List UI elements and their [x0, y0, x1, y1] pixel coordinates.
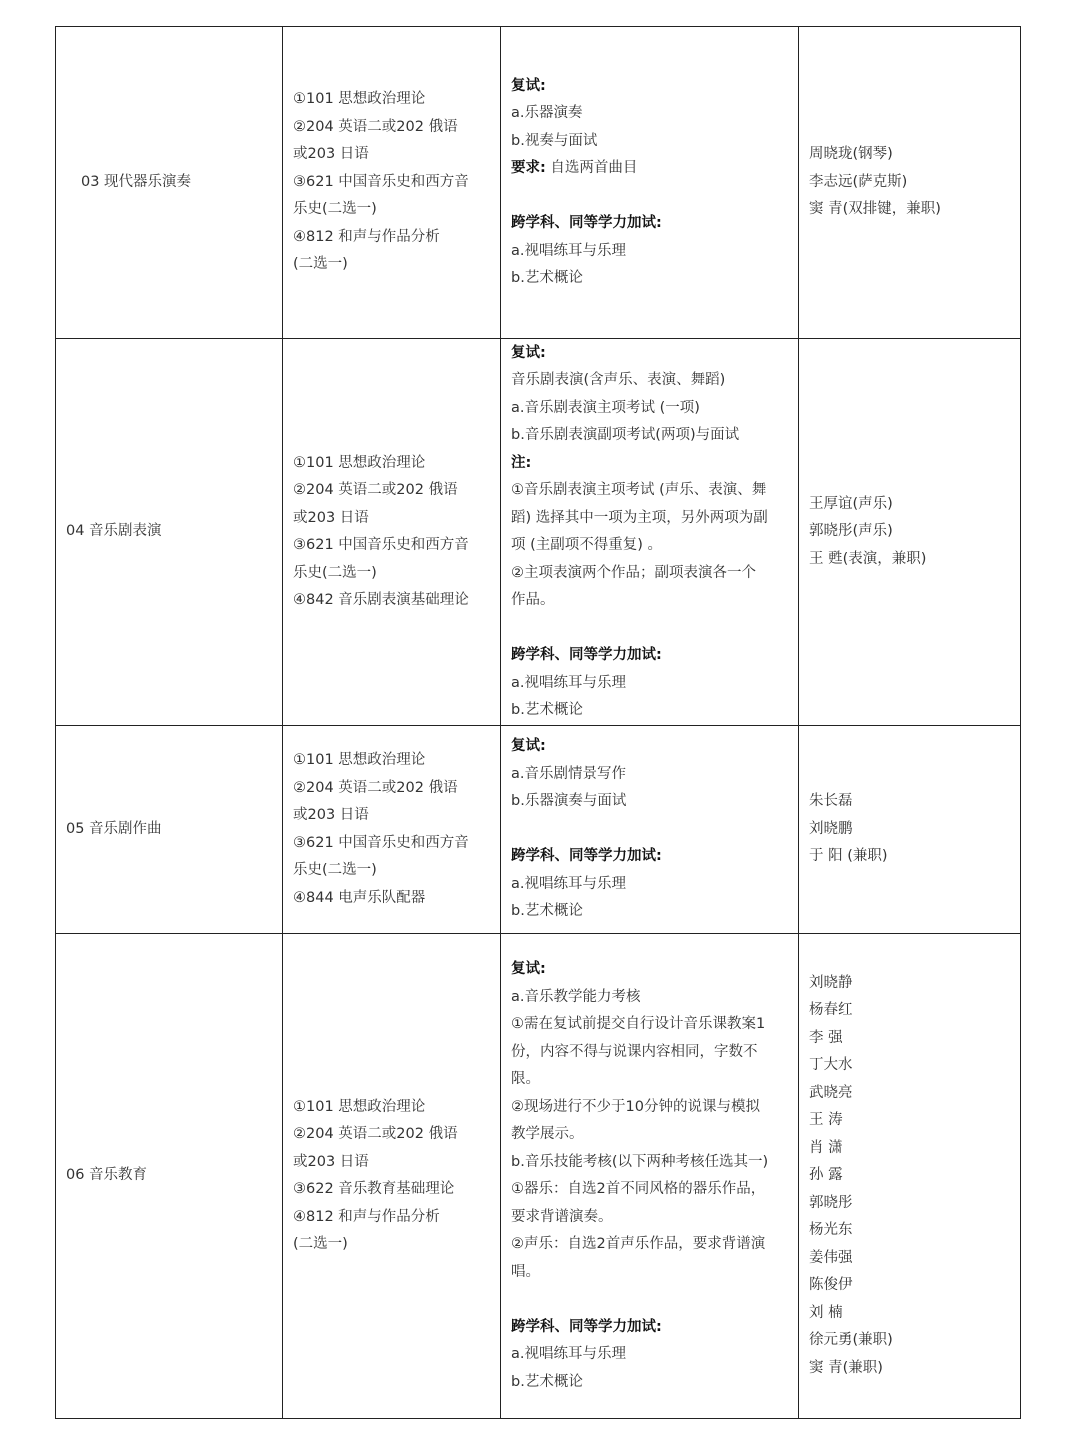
supervisor: 肖 潇 [809, 1139, 843, 1156]
supervisor: 窦 青(兼职) [809, 1359, 883, 1376]
table-row [56, 726, 1021, 934]
retest-item: ②现场进行不少于10分钟的说课与模拟 [511, 1098, 760, 1115]
extra-exam-item: b.艺术概论 [511, 1373, 583, 1390]
extra-exam-heading: 跨学科、同等学力加试: [511, 215, 662, 231]
exam-subject: (二选一) [293, 256, 348, 273]
exam-subject: 乐史(二选一) [293, 201, 377, 218]
exam-subject: ②204 英语二或202 俄语 [293, 118, 458, 135]
retest-heading: 复试: [511, 738, 546, 755]
exam-subject: (二选一) [293, 1236, 348, 1252]
exam-subject: 乐史(二选一) [293, 564, 377, 581]
supervisor: 窦 青(双排键，兼职) [809, 201, 941, 218]
extra-exam-item: a.视唱练耳与乐理 [511, 875, 626, 892]
retest-item: a.音乐教学能力考核 [511, 988, 641, 1005]
retest-item: 限。 [511, 1071, 540, 1087]
supervisor: 郭晓彤 [809, 1194, 853, 1211]
supervisor: 刘 楠 [809, 1304, 843, 1321]
supervisor: 刘晓静 [809, 974, 853, 991]
table-row [56, 339, 1021, 726]
requirement-line [511, 155, 788, 183]
supervisor: 徐元勇(兼职) [809, 1332, 893, 1349]
retest-item: ①需在复试前提交自行设计音乐课教案1 [511, 1016, 766, 1032]
exam-subjects-cell [283, 339, 501, 726]
supervisor: 姜伟强 [809, 1249, 853, 1266]
research-direction-cell [56, 339, 283, 726]
exam-subject: ④812 和声与作品分析 [293, 1208, 440, 1225]
research-direction-cell [56, 726, 283, 934]
retest-item: ①器乐：自选2首不同风格的器乐作品， [511, 1181, 766, 1197]
supervisor: 武晓亮 [809, 1084, 853, 1101]
exam-subject: ①101 思想政治理论 [293, 1098, 426, 1115]
supervisor: 刘晓鹏 [809, 820, 853, 837]
supervisor: 王 涛 [809, 1112, 843, 1129]
supervisor: 李志远(萨克斯) [809, 173, 908, 190]
exam-subject: ③621 中国音乐史和西方音 [293, 537, 469, 553]
exam-subject: ②204 英语二或202 俄语 [293, 482, 458, 498]
exam-subject: ③622 音乐教育基础理论 [293, 1181, 455, 1197]
extra-exam-item: a.视唱练耳与乐理 [511, 242, 626, 259]
supervisor: 杨光东 [809, 1222, 853, 1239]
note-line: 蹈) 选择其中一项为主项，另外两项为副 [511, 509, 768, 526]
supervisor: 王厚谊(声乐) [809, 495, 893, 512]
exam-subject: 或203 日语 [293, 509, 369, 526]
note-line: ②主项表演两个作品；副项表演各一个 [511, 564, 756, 581]
retest-item: 要求背谱演奏。 [511, 1208, 613, 1225]
supervisor: 丁大水 [809, 1057, 853, 1074]
extra-exam-heading: 跨学科、同等学力加试: [511, 647, 662, 663]
research-direction-cell [56, 27, 283, 339]
retest-cell [501, 934, 799, 1419]
exam-subjects-cell [283, 726, 501, 934]
supervisor: 孙 露 [809, 1167, 843, 1184]
extra-exam-item: b.艺术概论 [511, 270, 583, 286]
supervisor: 李 强 [809, 1029, 843, 1046]
retest-item: ②声乐：自选2首声乐作品，要求背谱演 [511, 1236, 766, 1252]
extra-exam-item: b.艺术概论 [511, 702, 583, 718]
retest-item: 份，内容不得与说课内容相同，字数不 [511, 1043, 758, 1060]
requirement-label: 要求: [511, 160, 546, 176]
retest-cell [501, 339, 799, 726]
table-row [56, 27, 1021, 339]
retest-item: 唱。 [511, 1263, 540, 1280]
extra-exam-item: b.艺术概论 [511, 903, 583, 920]
supervisors-cell [799, 726, 1021, 934]
supervisor: 于 阳 (兼职) [809, 848, 888, 865]
retest-item: b.乐器演奏与面试 [511, 793, 627, 810]
extra-exam-heading: 跨学科、同等学力加试: [511, 1318, 662, 1335]
retest-heading: 复试: [511, 77, 546, 94]
retest-cell [501, 726, 799, 934]
research-direction: 05 音乐剧作曲 [66, 820, 162, 837]
exam-subject: ③621 中国音乐史和西方音 [293, 173, 469, 190]
exam-subject: ①101 思想政治理论 [293, 454, 426, 471]
note-line: ①音乐剧表演主项考试 (声乐、表演、舞 [511, 482, 767, 498]
exam-subject: ④812 和声与作品分析 [293, 228, 440, 245]
supervisor: 郭晓彤(声乐) [809, 523, 893, 540]
retest-item: b.音乐剧表演副项考试(两项)与面试 [511, 427, 740, 443]
extra-exam-heading: 跨学科、同等学力加试: [511, 848, 662, 865]
exam-subjects-cell [283, 934, 501, 1419]
retest-item: a.音乐剧表演主项考试 (一项) [511, 399, 700, 416]
exam-subject: ④844 电声乐队配器 [293, 889, 426, 906]
exam-subject: ①101 思想政治理论 [293, 752, 426, 768]
exam-subject: ②204 英语二或202 俄语 [293, 779, 458, 796]
extra-exam-item: a.视唱练耳与乐理 [511, 1346, 626, 1362]
exam-subject: ④842 音乐剧表演基础理论 [293, 592, 469, 608]
exam-subject: 乐史(二选一) [293, 862, 377, 878]
note-line: 项 (主副项不得重复) 。 [511, 537, 663, 553]
supervisors-cell [799, 27, 1021, 339]
exam-subject: 或203 日语 [293, 1153, 369, 1170]
research-direction-cell [56, 934, 283, 1419]
retest-item: a.音乐剧情景写作 [511, 765, 626, 782]
extra-exam-item: a.视唱练耳与乐理 [511, 674, 626, 691]
admission-table [55, 26, 1021, 1419]
table-row [56, 934, 1021, 1419]
supervisor: 朱长磊 [809, 793, 853, 810]
exam-subject: 或203 日语 [293, 807, 369, 823]
retest-cell [501, 27, 799, 339]
exam-subject: ③621 中国音乐史和西方音 [293, 834, 469, 851]
requirement-text: 自选两首曲目 [550, 160, 638, 176]
retest-item: b.视奏与面试 [511, 132, 598, 149]
exam-subject: ①101 思想政治理论 [293, 91, 426, 108]
note-line: 作品。 [511, 592, 555, 608]
retest-item: a.乐器演奏 [511, 105, 583, 121]
supervisor: 陈俊伊 [809, 1277, 853, 1294]
supervisor: 王 甦(表演，兼职) [809, 550, 927, 567]
retest-item: b.音乐技能考核(以下两种考核任选其一) [511, 1153, 769, 1170]
exam-subject: ②204 英语二或202 俄语 [293, 1126, 458, 1142]
research-direction: 06 音乐教育 [66, 1167, 148, 1184]
retest-heading: 复试: [511, 344, 546, 361]
exam-subjects-cell [283, 27, 501, 339]
supervisor: 杨春红 [809, 1002, 853, 1019]
retest-item: 教学展示。 [511, 1126, 584, 1142]
supervisors-cell [799, 339, 1021, 726]
supervisors-cell [799, 934, 1021, 1419]
note-heading: 注: [511, 454, 532, 471]
supervisor: 周晓珑(钢琴) [809, 146, 893, 163]
exam-subject: 或203 日语 [293, 146, 369, 163]
retest-item: 音乐剧表演(含声乐、表演、舞蹈) [511, 372, 726, 388]
retest-heading: 复试: [511, 961, 546, 977]
research-direction: 03 现代器乐演奏 [81, 173, 192, 190]
research-direction: 04 音乐剧表演 [66, 523, 162, 540]
